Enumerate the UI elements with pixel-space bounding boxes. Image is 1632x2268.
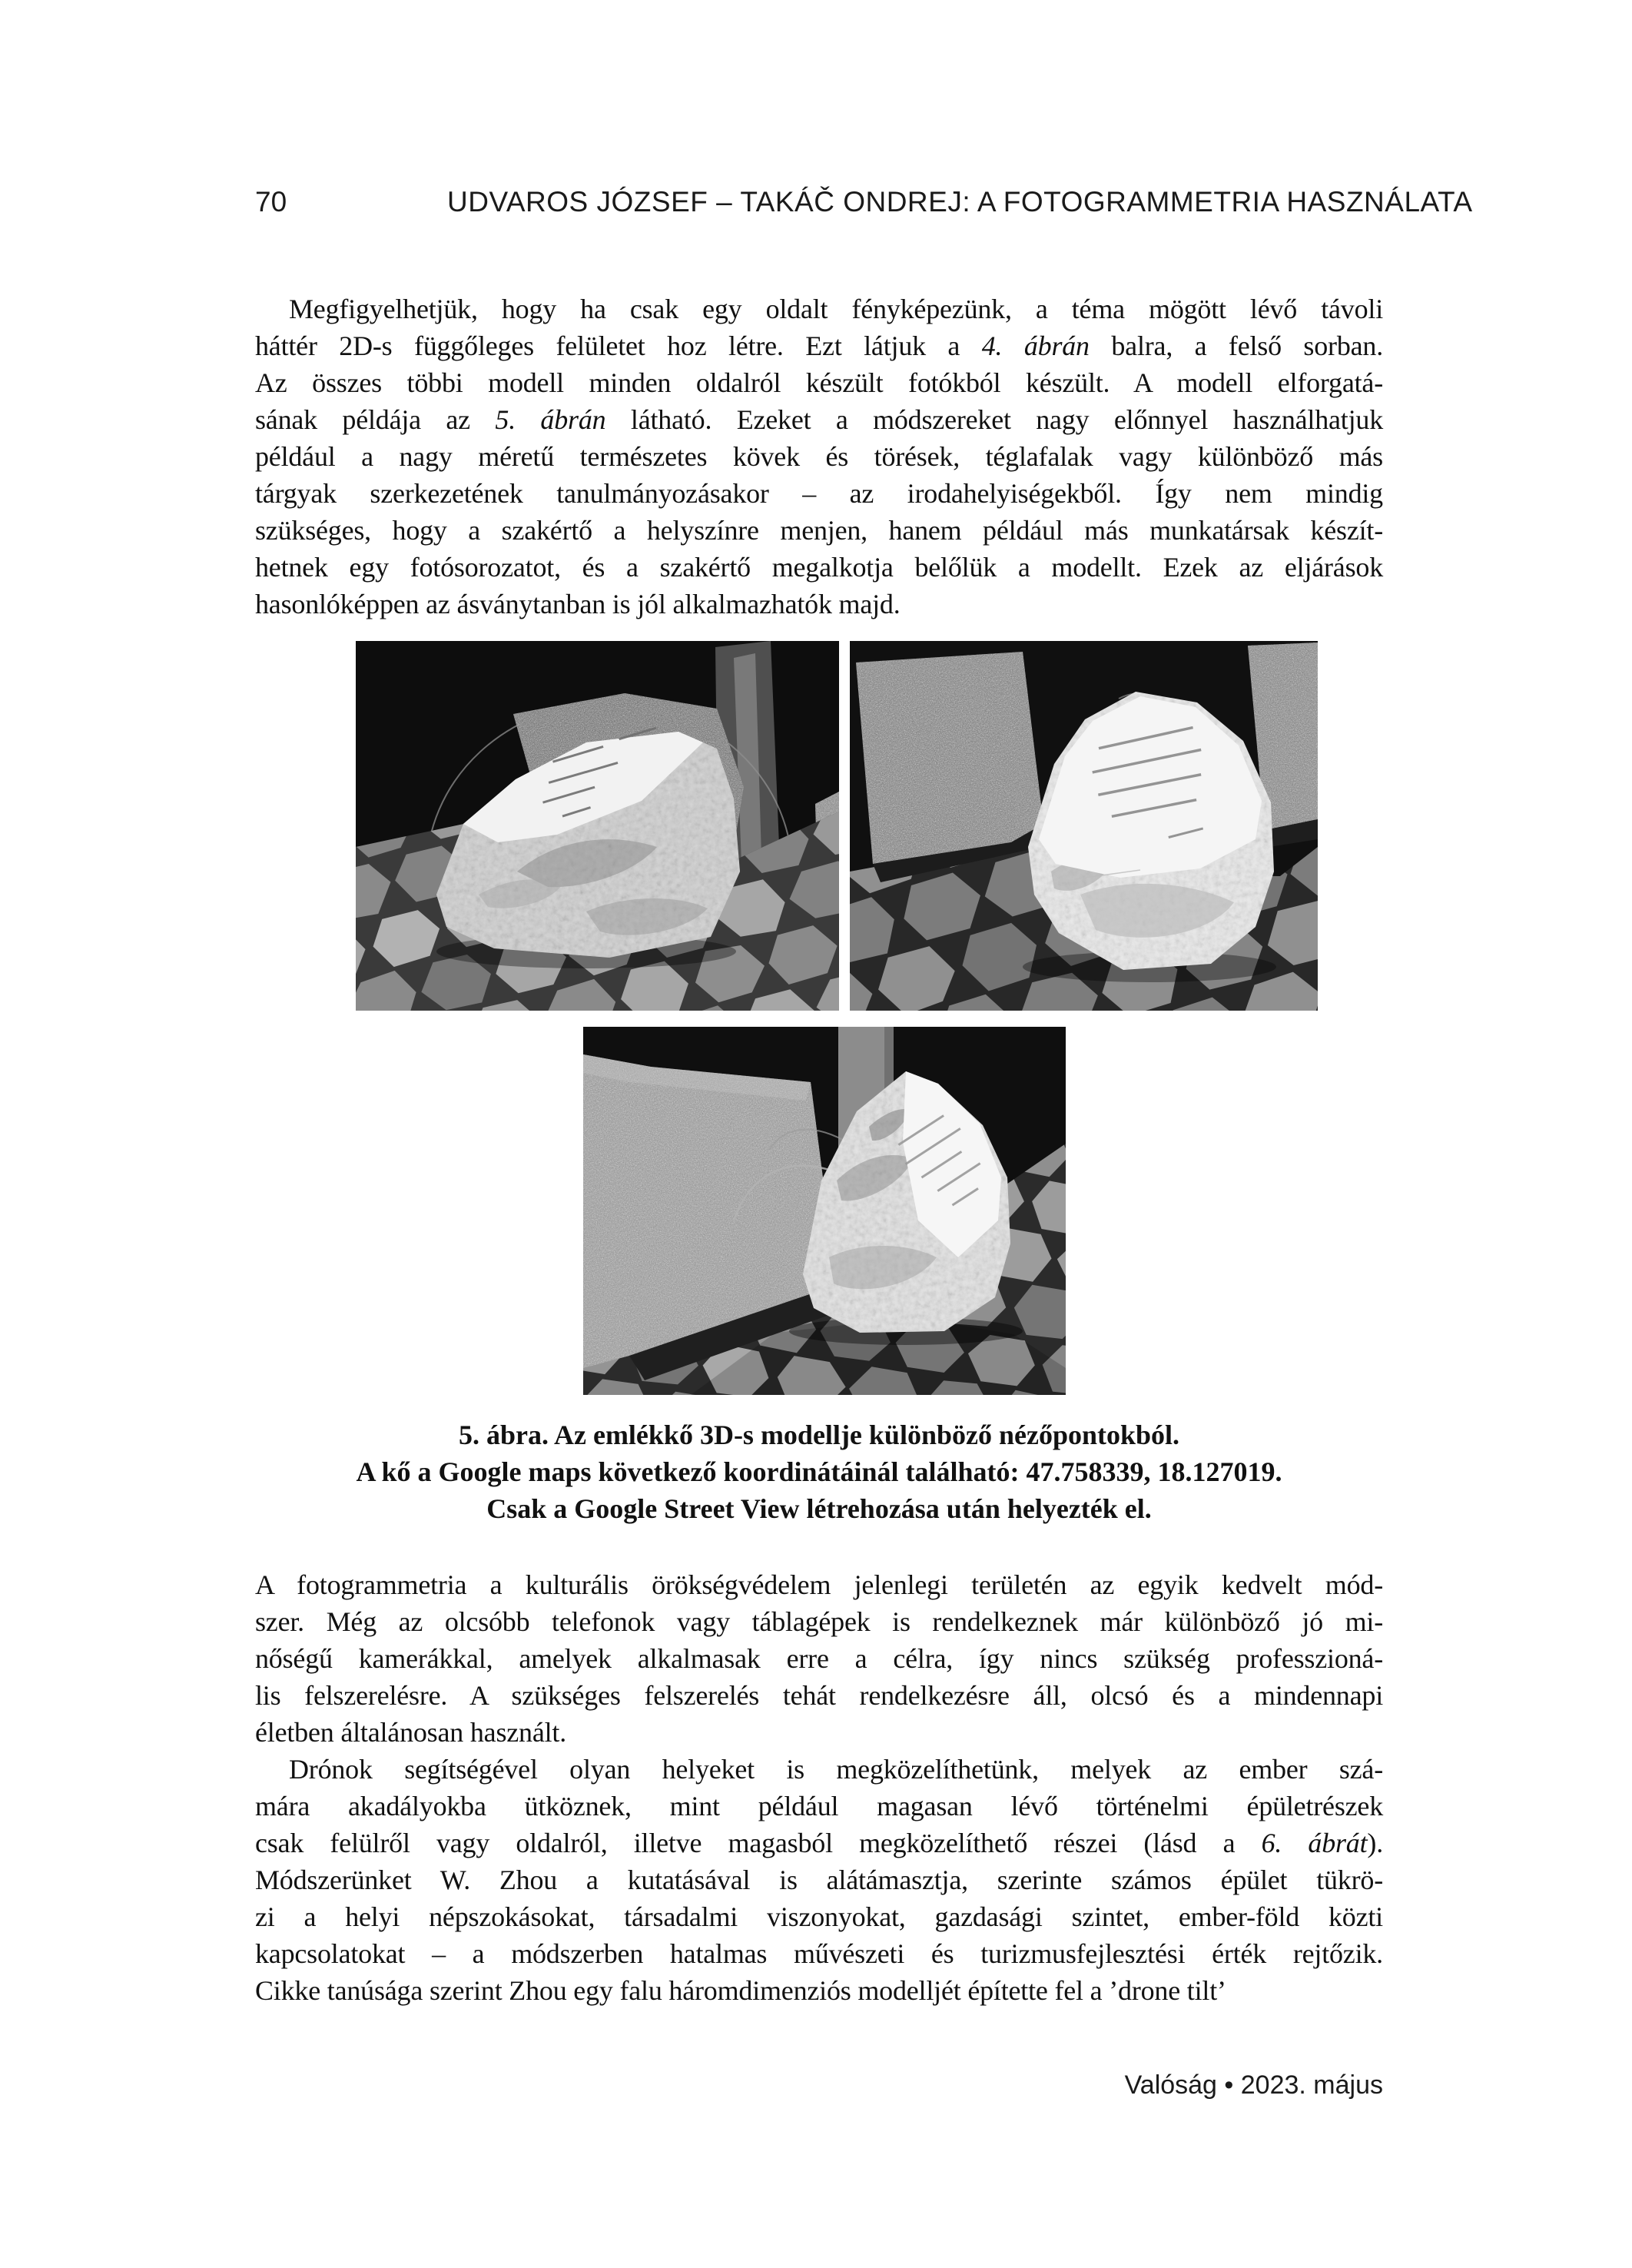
figure-caption: 5. ábra. Az emlékkő 3D-s modellje különböző nézőpontokból. A kő a Google maps következő koordinátáinál található: 47.758339, 18.127019. Csak a Google Street View létrehozása után helyezték el. [356,1420,1282,1524]
figure-stone-model-view-side [356,641,839,1011]
body-lower [255,1566,1383,2009]
stone-photo-3 [583,1027,1066,1395]
running-title: UDVAROS JÓZSEF – TAKÁČ ONDREJ: A FOTOGRAMMETRIA HASZNÁLATA [447,186,1473,218]
paragraph-1: Megfigyelhetjük, hogy ha csak egy oldalt fényképezünk, a téma mögött lévő távoli háttér 2D-s függőleges felületet hoz létre. Ezt látjuk a 4. ábrán balra, a felső sorban. Az összes többi modell minden oldalról készült fotókból készült. A modell elforgatá- sának példája az 5. ábrán látható. Ezeket a módszereket nagy előnnyel használhatjuk például a nagy méretű természetes kövek és törések, téglafalak vagy különböző más tárgyak szerkezetének tanulmányozásakor – az irodahelyiségekből. Így nem mindig szükséges, hogy a szakértő a helyszínre menjen, hanem például más munkatársak készít- hetnek egy fotósorozatot, és a szakértő megalkotja belőlük a modellt. Ezek az eljárások hasonlóképpen az ásványtanban is jól alkalmazhatók majd. [255,294,1383,619]
page-header [255,186,1473,220]
paragraph-2: A fotogrammetria a kulturális örökségvédelem jelenlegi területén az egyik kedvelt mód- szer. Még az olcsóbb telefonok vagy táblagépek is rendelkeznek már különböző jó mi- nőségű kamerákkal, amelyek alkalmasak erre a célra, így nincs szükség professzioná- lis felszerelésre. A szükséges felszerelés tehát rendelkezésre áll, olcsó és a mindennapi életben általánosan használt. [255,1569,1383,1748]
stone-photo-2 [850,641,1318,1011]
stone-photo-1 [356,641,839,1011]
journal-footer: Valóság • 2023. május [1124,2070,1383,2100]
page-number: 70 [255,186,287,218]
paragraph-3: Drónok segítségével olyan helyeket is megközelíthetünk, melyek az ember szá- mára akadályokba ütköznek, mint például magasan lévő történelmi épületrészek csak felülről vagy oldalról, illetve magasból megközelíthető részei (lásd a 6. ábrát). Módszerünket W. Zhou a kutatásával is alátámasztja, szerinte számos épület tükrö- zi a helyi népszokásokat, társadalmi viszonyokat, gazdasági szintet, ember-föld közti kapcsolatokat – a módszerben hatalmas művészeti és turizmusfejlesztési érték rejtőzik. Cikke tanúsága szerint Zhou egy falu háromdimenziós modelljét építette fel a ’drone tilt’ [255,1754,1383,2006]
figure-stone-model-view-front [850,641,1318,1011]
figure-stone-model-view-three-quarter [583,1027,1066,1395]
